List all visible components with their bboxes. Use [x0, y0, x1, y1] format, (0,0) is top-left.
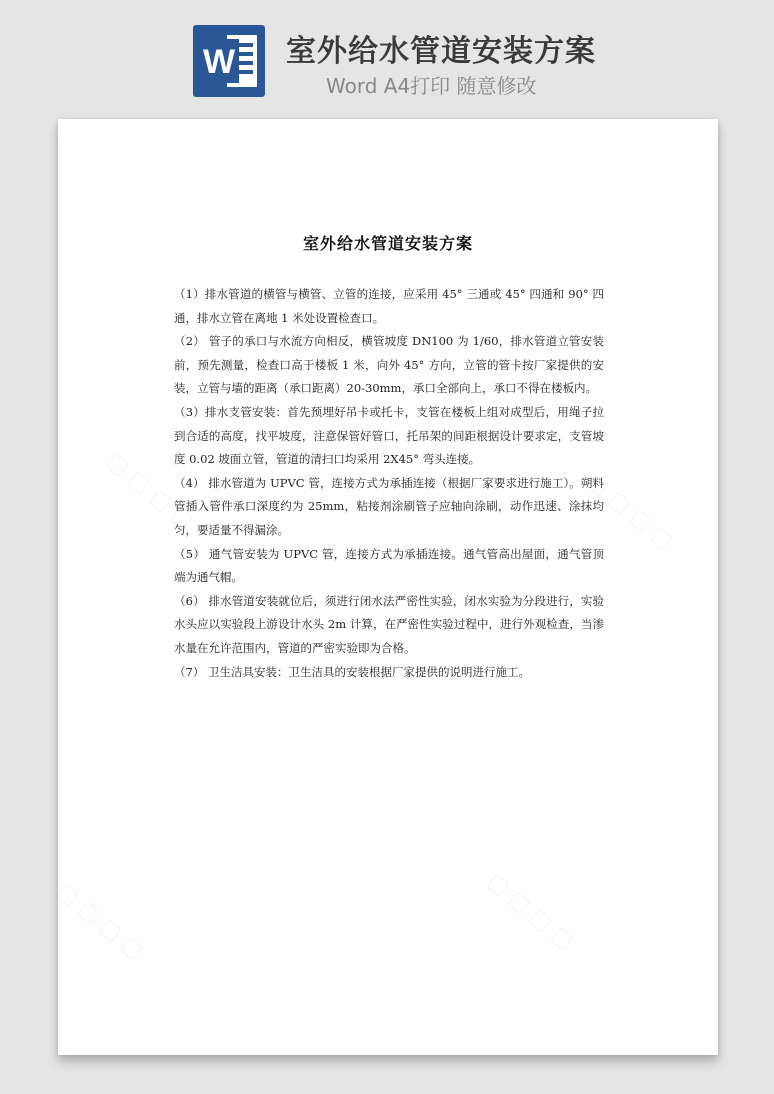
watermark	[52, 878, 148, 964]
paragraph-2: （2） 管子的承口与水流方向相反，横管坡度 DN100 为 1/60，排水管道立管安装前，预先测量，检查口高于楼板 1 米，向外 45° 方向，立管的管卡按厂家提供的安装，立管与墙的距离（承口距离）20-30mm，承口全部向上，承口不得在楼板内。	[174, 334, 604, 396]
paragraph-1: （1）排水管道的横管与横管、立管的连接，应采用 45° 三通或 45° 四通和 90° 四通，排水立管在离地 1 米处设置检查口。	[174, 287, 604, 325]
paragraph-4: （4） 排水管道为 UPVC 管，连接方式为承插连接（根据厂家要求进行施工）。朔料管插入管件承口深度约为 25mm，粘接剂涂刷管子应轴向涂刷，动作迅速、涂抹均匀，要适量不得漏涂。	[174, 475, 604, 537]
word-icon	[193, 25, 265, 97]
document-page	[58, 119, 718, 1055]
document-body	[174, 283, 604, 684]
word-icon-letter: W	[202, 43, 236, 81]
header-banner	[0, 0, 774, 118]
header-subtitle: Word A4打印 随意修改	[326, 74, 537, 98]
header-title: 室外给水管道安装方案	[286, 34, 596, 69]
paragraph-6: （6） 排水管道安装就位后，须进行闭水法严密性实验，闭水实验为分段进行，实验水头应以实验段上游设计水头 2m 计算，在严密性实验过程中，进行外观检查，当渗水量在允许范围内，管道的严密实验即为合格。	[174, 593, 604, 655]
paragraph-7: （7） 卫生洁具安装：卫生洁具的安装根据厂家提供的说明进行施工。	[174, 664, 530, 679]
paragraph-3: （3）排水支管安装：首先预埋好吊卡或托卡，支管在楼板上组对成型后，用绳子拉到合适的高度，找平坡度，注意保管好管口，托吊架的间距根据设计要求定，支管坡度 0.02 坡面立管，管道的清扫口均采用 2X45° 弯头连接。	[174, 404, 604, 467]
paragraph-5: （5） 通气管安装为 UPVC 管，连接方式为承插连接。通气管高出屋面，通气管顶端为通气帽。	[174, 546, 604, 585]
document-title: 室外给水管道安装方案	[302, 234, 473, 253]
watermark	[482, 868, 578, 954]
